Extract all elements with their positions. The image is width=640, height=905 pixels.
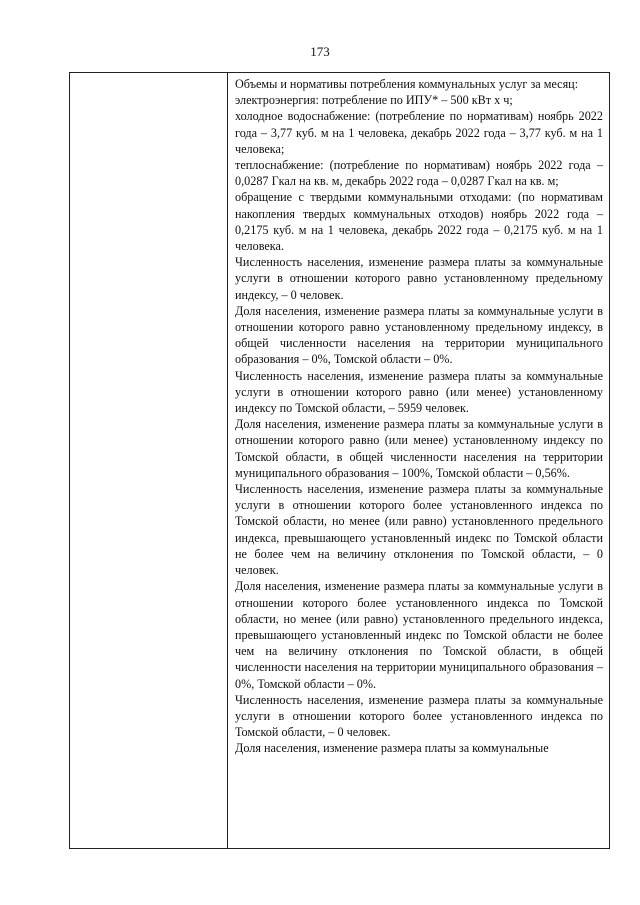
paragraph-share-equal-limit: Доля населения, изменение размера платы за коммунальные услуги в отношении которого равно установленному предельному индексу, в общей численности населения на территории муниципального образования – 0%, Томской области – 0%. [235, 303, 603, 367]
paragraph-heating: теплоснабжение: (потребление по нормативам) ноябрь 2022 года – 0,0287 Гкал на кв. м, декабрь 2022 года – 0,0287 Гкал на кв. м; [235, 158, 603, 189]
document-table [69, 72, 610, 849]
page-number: 173 [310, 44, 330, 59]
paragraph-share-above-regional-within-deviation: Доля населения, изменение размера платы за коммунальные услуги в отношении которого более установленного индекса по Томской области, но менее (или равно) установленного предельного индекса, превышающего установленный индекс по Томской области не более чем на величину отклонения по Томской области, в общей численности населения на территории муниципального образования – 0%, Томской области – 0%. [235, 579, 603, 691]
paragraph-electricity: электроэнергия: потребление по ИПУ* – 500 кВт х ч; [235, 93, 513, 108]
paragraph-population-equal-regional: Численность населения, изменение размера платы за коммунальные услуги в отношении которого равно (или менее) установленному индексу по Томской области, – 5959 человек. [235, 368, 603, 416]
paragraph-population-above-regional-within-deviation: Численность населения, изменение размера платы за коммунальные услуги в отношении которого более установленного индекса по Томской области, но менее (или равно) установленного предельного индекса, превышающего установленный индекс по Томской области не более чем на величину отклонения по Томской области, – 0 человек. [235, 482, 603, 578]
table-right-cell [228, 73, 609, 848]
paragraph-volumes-heading: Объемы и нормативы потребления коммунальных услуг за месяц: [235, 77, 579, 91]
paragraph-population-equal-limit: Численность населения, изменение размера платы за коммунальные услуги в отношении которого равно установленному предельному индексу, – 0 человек. [235, 255, 603, 302]
paragraph-population-above-regional: Численность населения, изменение размера платы за коммунальные услуги в отношении которого более установленного индекса по Томской области, – 0 человек. [235, 692, 603, 740]
paragraph-share-equal-regional: Доля населения, изменение размера платы за коммунальные услуги в отношении которого равно (или менее) установленному индексу по Томской области, в общей численности населения на территории муниципального образования – 100%, Томской области – 0,56%. [235, 417, 603, 480]
paragraph-solid-waste: обращение с твердыми коммунальными отходами: (по нормативам накопления твердых коммунальных отходов) ноябрь 2022 года – 0,2175 куб. м на 1 человека, декабрь 2022 года – 0,2175 куб. м на 1 человека. [235, 190, 603, 254]
paragraph-share-above-regional: Доля населения, изменение размера платы за коммунальные [235, 741, 549, 756]
table-left-cell [70, 73, 228, 848]
paragraph-cold-water: холодное водоснабжение: (потребление по нормативам) ноябрь 2022 года – 3,77 куб. м на 1 человека, декабрь 2022 года – 3,77 куб. м на 1 человека; [235, 109, 603, 156]
